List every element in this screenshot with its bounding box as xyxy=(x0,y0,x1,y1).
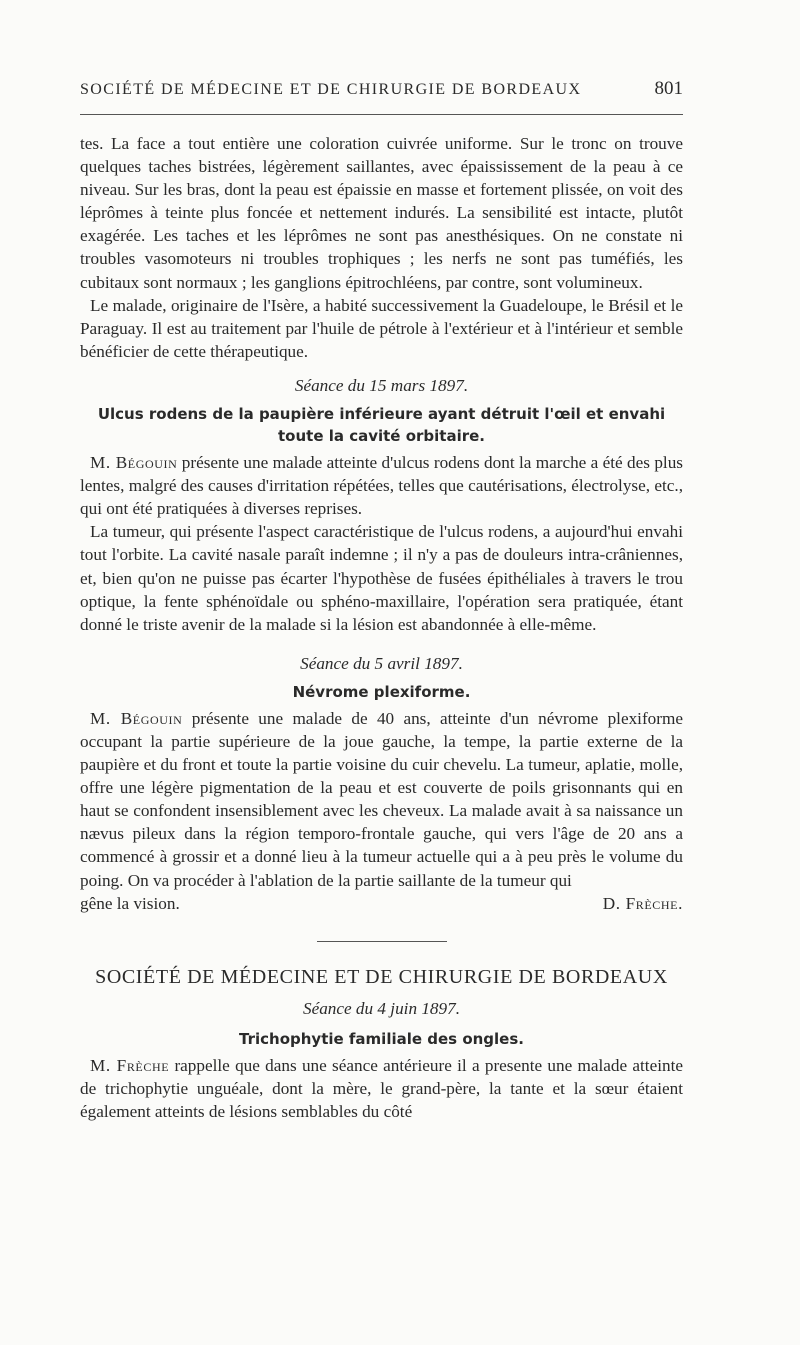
author-name: M. Frèche xyxy=(90,1055,170,1075)
author-name: M. Bégouin xyxy=(90,708,183,728)
section-title-ulcus-rodens: Ulcus rodens de la paupière inférieure ayant détruit l'œil et envahi toute la cavité orbitaire. xyxy=(97,405,666,446)
page-number: 801 xyxy=(654,78,683,99)
paragraph xyxy=(80,451,683,520)
author-name: M. Bégouin xyxy=(90,453,178,473)
paragraph xyxy=(80,707,683,892)
running-head xyxy=(80,78,683,100)
paragraph xyxy=(80,1054,683,1123)
section-separator xyxy=(317,941,447,942)
signature-line xyxy=(80,892,683,915)
section-title-trichophytie: Trichophytie familiale des ongles. xyxy=(239,1029,524,1048)
society-heading: SOCIÉTÉ DE MÉDECINE ET DE CHIRURGIE DE BORDEAUX xyxy=(95,965,668,988)
seance-date-2: Séance du 5 avril 1897. xyxy=(300,653,463,673)
header-rule xyxy=(80,114,683,115)
signature: D. Frèche. xyxy=(602,893,683,913)
paragraph: La tumeur, qui présente l'aspect caractéristique de l'ulcus rodens, a aujourd'hui envahi tout l'orbite. La cavité nasale paraît indemne ; il n'y a pas de douleurs intra-crâniennes, et, bien qu'on ne puisse pas écarter l'hypothèse de fusées épithéliales à travers le trou optique, la fente sphénoïdale ou sphéno-maxillaire, l'opération sera pratiquée, étant donné le triste avenir de la malade si la lésion est abandonnée à elle-même. xyxy=(80,522,683,634)
body-text xyxy=(80,132,683,1123)
seance-date-1: Séance du 15 mars 1897. xyxy=(294,375,469,395)
running-title: SOCIÉTÉ DE MÉDECINE ET DE CHIRURGIE DE BORDEAUX xyxy=(80,81,582,98)
paragraph-continuation: tes. La face a tout entière une coloration cuivrée uniforme. Sur le tronc on trouve quelques taches bistrées, légèrement saillantes, avec épaississement de la peau à ce niveau. Sur les bras, dont la peau est épaissie en masse et fortement plissée, on voit des léprômes à teinte plus foncée et nettement indurés. La sensibilité est intacte, plutôt exagérée. Les taches et les léprômes ne sont pas anesthésiques. On ne constate ni troubles vasomoteurs ni troubles trophiques ; les nerfs ne sont pas tuméfiés, les cubitaux sont normaux ; les ganglions épitrochléens, par contre, sont volumineux. xyxy=(80,134,683,292)
paragraph-text: rappelle que dans une séance antérieure il a presente une malade atteinte de trichophytie unguéale, dont la mère, le grand-père, la tante et la sœur étaient également atteints de lésions semblables du côté xyxy=(80,1055,683,1122)
paragraph-text: présente une malade de 40 ans, atteinte d'un névrome plexiforme occupant la partie supérieure de la joue gauche, la tempe, la partie externe de la paupière et du front et toute la partie voisine du cuir chevelu. La tumeur, aplatie, molle, offre une légère pigmentation de la peau et est couverte de poils grisonnants qui en haut se confondent insensiblement avec les cheveux. La malade avait à sa naissance un nævus pileux dans la région temporo-frontale gauche, qui vers l'âge de 20 ans a commencé à grossir et a donné lieu à la tumeur actuelle qui a à peu près le volume du poing. On va procéder à l'ablation de la partie saillante de la tumeur qui xyxy=(80,708,683,890)
seance-date-3: Séance du 4 juin 1897. xyxy=(302,998,461,1018)
last-line: gêne la vision. xyxy=(80,893,180,913)
section-title-nevrome: Névrome plexiforme. xyxy=(292,682,471,701)
paragraph-text: présente une malade atteinte d'ulcus rodens dont la marche a été des plus lentes, malgré des causes d'irritation répétées, telles que cautérisations, électrolyse, etc., qui ont été pratiquées à diverses reprises. xyxy=(80,453,683,519)
paragraph: Le malade, originaire de l'Isère, a habité successivement la Guadeloupe, le Brésil et le Paraguay. Il est au traitement par l'huile de pétrole à l'extérieur et à l'intérieur et semble bénéficier de cette thérapeutique. xyxy=(80,295,683,361)
